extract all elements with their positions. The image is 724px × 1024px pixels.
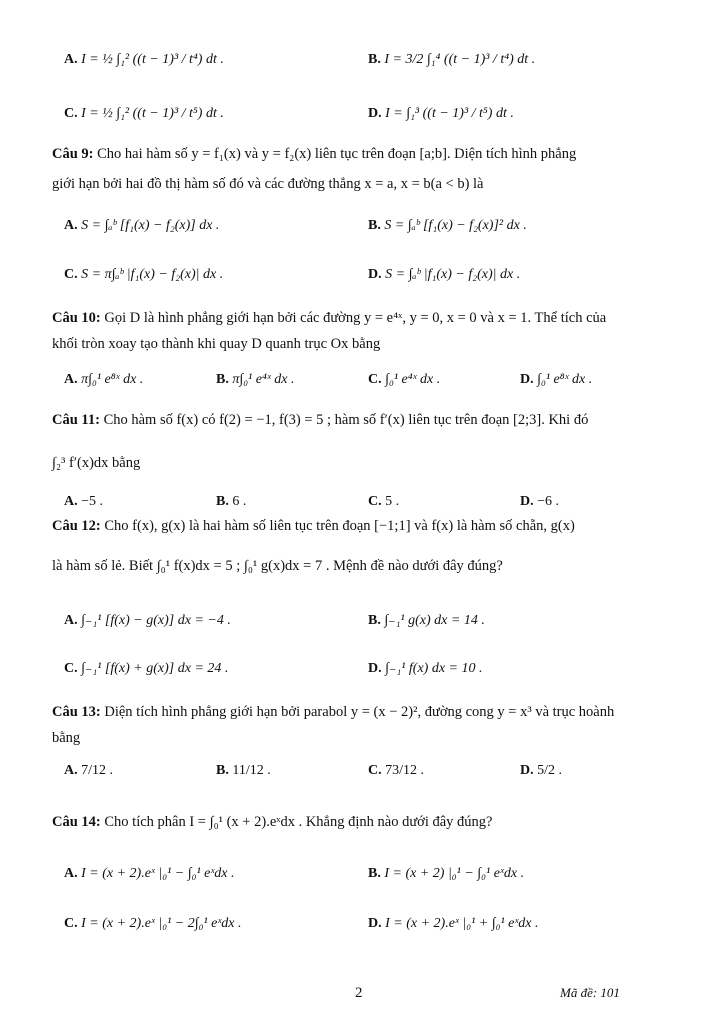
option-expr: ∫₀¹ e⁴ˣ dx .: [385, 372, 441, 387]
option-label: C.: [368, 494, 382, 509]
option-label: B.: [368, 866, 381, 881]
question-12-line2: là hàm số lẻ. Biết ∫₀¹ f(x)dx = 5 ; ∫₀¹ g(x)dx = 7 . Mệnh đề nào dưới đây đúng?: [52, 558, 503, 574]
option-expr: I = (x + 2).eˣ |₀¹ + ∫₀¹ eˣdx .: [385, 916, 539, 931]
option-expr: S = ∫ₐᵇ [f₁(x) − f₂(x)]² dx .: [384, 218, 527, 233]
question-number: Câu 14:: [52, 814, 101, 830]
option-expr: S = ∫ₐᵇ |f₁(x) − f₂(x)| dx .: [385, 267, 521, 282]
q13-option-a: [64, 763, 113, 779]
option-expr: 7/12 .: [81, 763, 114, 778]
question-10-line2: khối tròn xoay tạo thành khi quay D quanh trục Ox bằng: [52, 336, 381, 352]
option-expr: S = ∫ₐᵇ [f₁(x) − f₂(x)] dx .: [81, 218, 220, 233]
option-expr: ∫₀¹ e⁸ˣ dx .: [537, 372, 593, 387]
question-text: Cho f(x), g(x) là hai hàm số liên tục trên đoạn [−1;1] và f(x) là hàm số chẵn, g(x): [104, 518, 575, 534]
q11-option-a: [64, 494, 103, 510]
question-text: Diện tích hình phẳng giới hạn bởi parabol y = (x − 2)², đường cong y = x³ và trục hoành: [104, 704, 615, 720]
option-label: B.: [368, 613, 381, 628]
question-9-line2: giới hạn bởi hai đồ thị hàm số đó và các đường thẳng x = a, x = b(a < b) là: [52, 176, 484, 192]
option-label: B.: [368, 52, 381, 67]
option-label: C.: [64, 267, 78, 282]
q9-option-b: [368, 218, 527, 234]
option-label: D.: [368, 661, 382, 676]
question-number: Câu 11:: [52, 412, 100, 428]
option-label: B.: [216, 494, 229, 509]
page-number: 2: [355, 985, 363, 1001]
option-expr: ∫₋₁¹ [f(x) + g(x)] dx = 24 .: [81, 661, 229, 676]
option-expr: I = (x + 2) |₀¹ − ∫₀¹ eˣdx .: [384, 866, 525, 881]
option-label: A.: [64, 763, 78, 778]
option-expr: π∫₀¹ e⁸ˣ dx .: [81, 372, 144, 387]
option-label: D.: [520, 494, 534, 509]
option-expr: ∫₋₁¹ f(x) dx = 10 .: [385, 661, 483, 676]
option-expr: −6 .: [537, 494, 560, 509]
q9-option-c: [64, 267, 223, 283]
question-number: Câu 13:: [52, 704, 101, 720]
option-a-prev: [64, 52, 224, 68]
option-expr: 73/12 .: [385, 763, 425, 778]
question-number: Câu 9:: [52, 146, 94, 162]
question-text: Cho hàm số f(x) có f(2) = −1, f(3) = 5 ; hàm số f′(x) liên tục trên đoạn [2;3]. Khi đó: [103, 412, 589, 428]
option-label: C.: [64, 106, 78, 121]
question-13-line2: bằng: [52, 730, 81, 746]
option-label: A.: [64, 52, 78, 67]
option-label: B.: [216, 372, 229, 387]
q14-option-a: [64, 866, 235, 882]
exam-code: Mã đề: 101: [560, 985, 620, 1000]
option-expr: 11/12 .: [232, 763, 271, 778]
question-9: [52, 146, 576, 163]
option-expr: ∫₋₁¹ [f(x) − g(x)] dx = −4 .: [81, 613, 231, 628]
question-10: [52, 310, 606, 327]
option-label: C.: [368, 372, 382, 387]
option-label: C.: [64, 661, 78, 676]
question-text: Cho tích phân I = ∫₀¹ (x + 2).eˣdx . Khẳng định nào dưới đây đúng?: [104, 814, 493, 830]
option-expr: 5 .: [385, 494, 400, 509]
option-label: D.: [368, 106, 382, 121]
option-label: C.: [64, 916, 78, 931]
option-label: A.: [64, 613, 78, 628]
option-label: B.: [368, 218, 381, 233]
option-expr: I = 3/2 ∫₁⁴ ((t − 1)³ / t⁴) dt .: [384, 52, 536, 67]
q14-option-c: [64, 916, 242, 932]
option-label: A.: [64, 372, 78, 387]
option-c-prev: [64, 106, 224, 122]
question-text: Cho hai hàm số y = f₁(x) và y = f₂(x) liên tục trên đoạn [a;b]. Diện tích hình phẳng: [97, 146, 577, 162]
q12-option-b: [368, 612, 485, 629]
question-13: [52, 704, 614, 721]
option-label: B.: [216, 763, 229, 778]
option-b-prev: [368, 52, 535, 68]
option-expr: π∫₀¹ e⁴ˣ dx .: [232, 372, 295, 387]
q13-option-b: [216, 763, 271, 779]
option-label: D.: [520, 372, 534, 387]
q12-option-c: [64, 660, 228, 677]
option-expr: 5/2 .: [537, 763, 563, 778]
q13-option-d: [520, 763, 562, 779]
option-expr: I = ∫₁³ ((t − 1)³ / t⁵) dt .: [385, 106, 514, 121]
q10-option-d: [520, 372, 592, 388]
q12-option-d: [368, 660, 483, 677]
option-expr: S = π∫ₐᵇ |f₁(x) − f₂(x)| dx .: [81, 267, 224, 282]
option-label: A.: [64, 494, 78, 509]
option-expr: 6 .: [232, 494, 247, 509]
option-expr: I = ½ ∫₁² ((t − 1)³ / t⁴) dt .: [81, 52, 224, 67]
option-d-prev: [368, 106, 514, 122]
q10-option-a: [64, 372, 143, 388]
q13-option-c: [368, 763, 424, 779]
q9-option-a: [64, 218, 219, 234]
option-label: C.: [368, 763, 382, 778]
q10-option-b: [216, 372, 295, 388]
question-11: [52, 412, 588, 429]
question-12: [52, 518, 575, 535]
q14-option-d: [368, 916, 539, 932]
q10-option-c: [368, 372, 440, 388]
option-expr: I = (x + 2).eˣ |₀¹ − ∫₀¹ eˣdx .: [81, 866, 235, 881]
option-label: D.: [520, 763, 534, 778]
option-expr: ∫₋₁¹ g(x) dx = 14 .: [384, 613, 485, 628]
question-14: [52, 814, 493, 831]
option-label: A.: [64, 866, 78, 881]
question-text: Gọi D là hình phẳng giới hạn bởi các đường y = e⁴ˣ, y = 0, x = 0 và x = 1. Thể tích của: [104, 310, 607, 326]
question-number: Câu 10:: [52, 310, 101, 326]
option-expr: −5 .: [81, 494, 104, 509]
option-label: A.: [64, 218, 78, 233]
q11-option-d: [520, 494, 559, 510]
question-number: Câu 12:: [52, 518, 101, 534]
option-expr: I = ½ ∫₁² ((t − 1)³ / t⁵) dt .: [81, 106, 224, 121]
q14-option-b: [368, 866, 524, 882]
q11-option-c: [368, 494, 399, 510]
option-expr: I = (x + 2).eˣ |₀¹ − 2∫₀¹ eˣdx .: [81, 916, 242, 931]
q12-option-a: [64, 612, 231, 629]
option-label: D.: [368, 267, 382, 282]
option-label: D.: [368, 916, 382, 931]
question-11-line2: ∫₂³ f′(x)dx bằng: [52, 455, 141, 471]
q9-option-d: [368, 267, 520, 283]
q11-option-b: [216, 494, 246, 510]
